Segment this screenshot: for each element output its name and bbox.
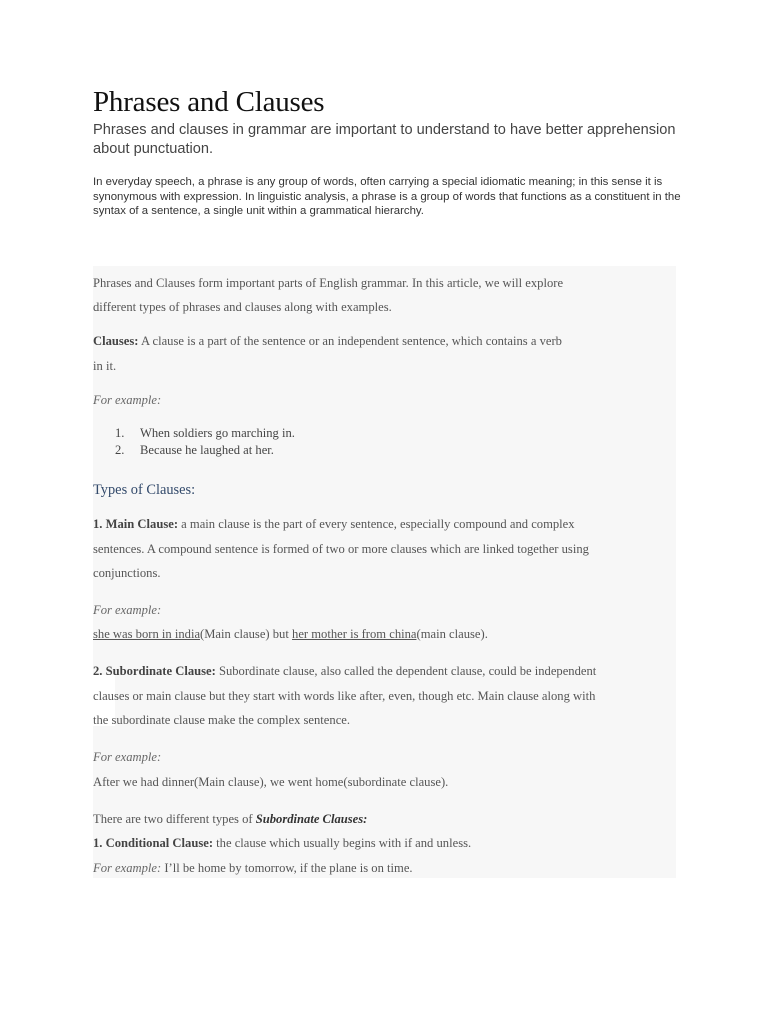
conditional-example-line bbox=[93, 861, 413, 876]
article-block bbox=[93, 266, 676, 878]
conditional-clause-text: the clause which usually begins with if and unless. bbox=[213, 836, 472, 850]
list-item bbox=[115, 443, 274, 458]
example-underlined-1: she was born in india bbox=[93, 627, 201, 641]
example-underlined-2: her mother is from china bbox=[292, 627, 417, 641]
conditional-clause-label: 1. Conditional Clause: bbox=[93, 836, 214, 850]
clauses-text-1: A clause is a part of the sentence or an independent sentence, which contains a verb bbox=[138, 334, 562, 348]
sub-clause-line-1 bbox=[93, 664, 596, 679]
example-text-2: (main clause). bbox=[416, 627, 488, 641]
page-title: Phrases and Clauses bbox=[93, 86, 325, 118]
clauses-text-2: in it. bbox=[93, 359, 117, 373]
main-clause-label: 1. Main Clause: bbox=[93, 517, 179, 531]
sub-clause-text-3: the subordinate clause make the complex sentence. bbox=[93, 713, 351, 727]
subtitle: Phrases and clauses in grammar are important to understand to have better apprehension about punctuation. bbox=[93, 122, 676, 157]
main-clause-text-3: conjunctions. bbox=[93, 566, 161, 580]
for-example-label: For example: bbox=[93, 393, 162, 407]
list-number: 2. bbox=[115, 443, 125, 457]
main-clause-line-1 bbox=[93, 517, 575, 532]
main-clause-text-1: a main clause is the part of every sentence, especially compound and complex bbox=[178, 517, 575, 531]
intro-paragraph: In everyday speech, a phrase is any group of words, often carrying a special idiomatic meaning; in this sense it is synonymous with expression. In linguistic analysis, a phrase is a group of words that functions as a constituent in the syntax of a sentence, a single unit within a grammatical hierarchy. bbox=[93, 176, 681, 218]
main-clause-for-example: For example: bbox=[93, 603, 162, 617]
conditional-example-label: For example: bbox=[93, 861, 162, 875]
sub-clause-label: 2. Subordinate Clause: bbox=[93, 664, 216, 678]
types-of-clauses-heading: Types of Clauses: bbox=[93, 482, 196, 498]
conditional-clause-line bbox=[93, 836, 471, 851]
article-intro-line-2: different types of phrases and clauses along with examples. bbox=[93, 300, 392, 314]
clauses-label: Clauses: bbox=[93, 334, 139, 348]
sub-clause-text-2: clauses or main clause but they start with words like after, even, though etc. Main clause along with bbox=[93, 689, 596, 703]
two-types-bold: Subordinate Clauses: bbox=[255, 812, 368, 826]
main-clause-example bbox=[93, 627, 488, 642]
sub-clause-example: After we had dinner(Main clause), we went home(subordinate clause). bbox=[93, 775, 449, 789]
two-types-prefix: There are two different types of bbox=[93, 812, 256, 826]
sub-clause-text-1: Subordinate clause, also called the dependent clause, could be independent bbox=[215, 664, 597, 678]
example-text-1: (Main clause) but bbox=[200, 627, 293, 641]
conditional-example-text: I’ll be home by tomorrow, if the plane is on time. bbox=[161, 861, 413, 875]
article-intro-line-1: Phrases and Clauses form important parts of English grammar. In this article, we will explore bbox=[93, 276, 564, 290]
list-text: Because he laughed at her. bbox=[140, 443, 274, 457]
main-clause-text-2: sentences. A compound sentence is formed of two or more clauses which are linked together using bbox=[93, 542, 589, 556]
list-text: When soldiers go marching in. bbox=[140, 426, 295, 440]
clauses-definition bbox=[93, 334, 562, 349]
list-item bbox=[115, 426, 295, 441]
two-types-line bbox=[93, 812, 367, 827]
sub-clause-for-example: For example: bbox=[93, 750, 162, 764]
list-number: 1. bbox=[115, 426, 125, 440]
